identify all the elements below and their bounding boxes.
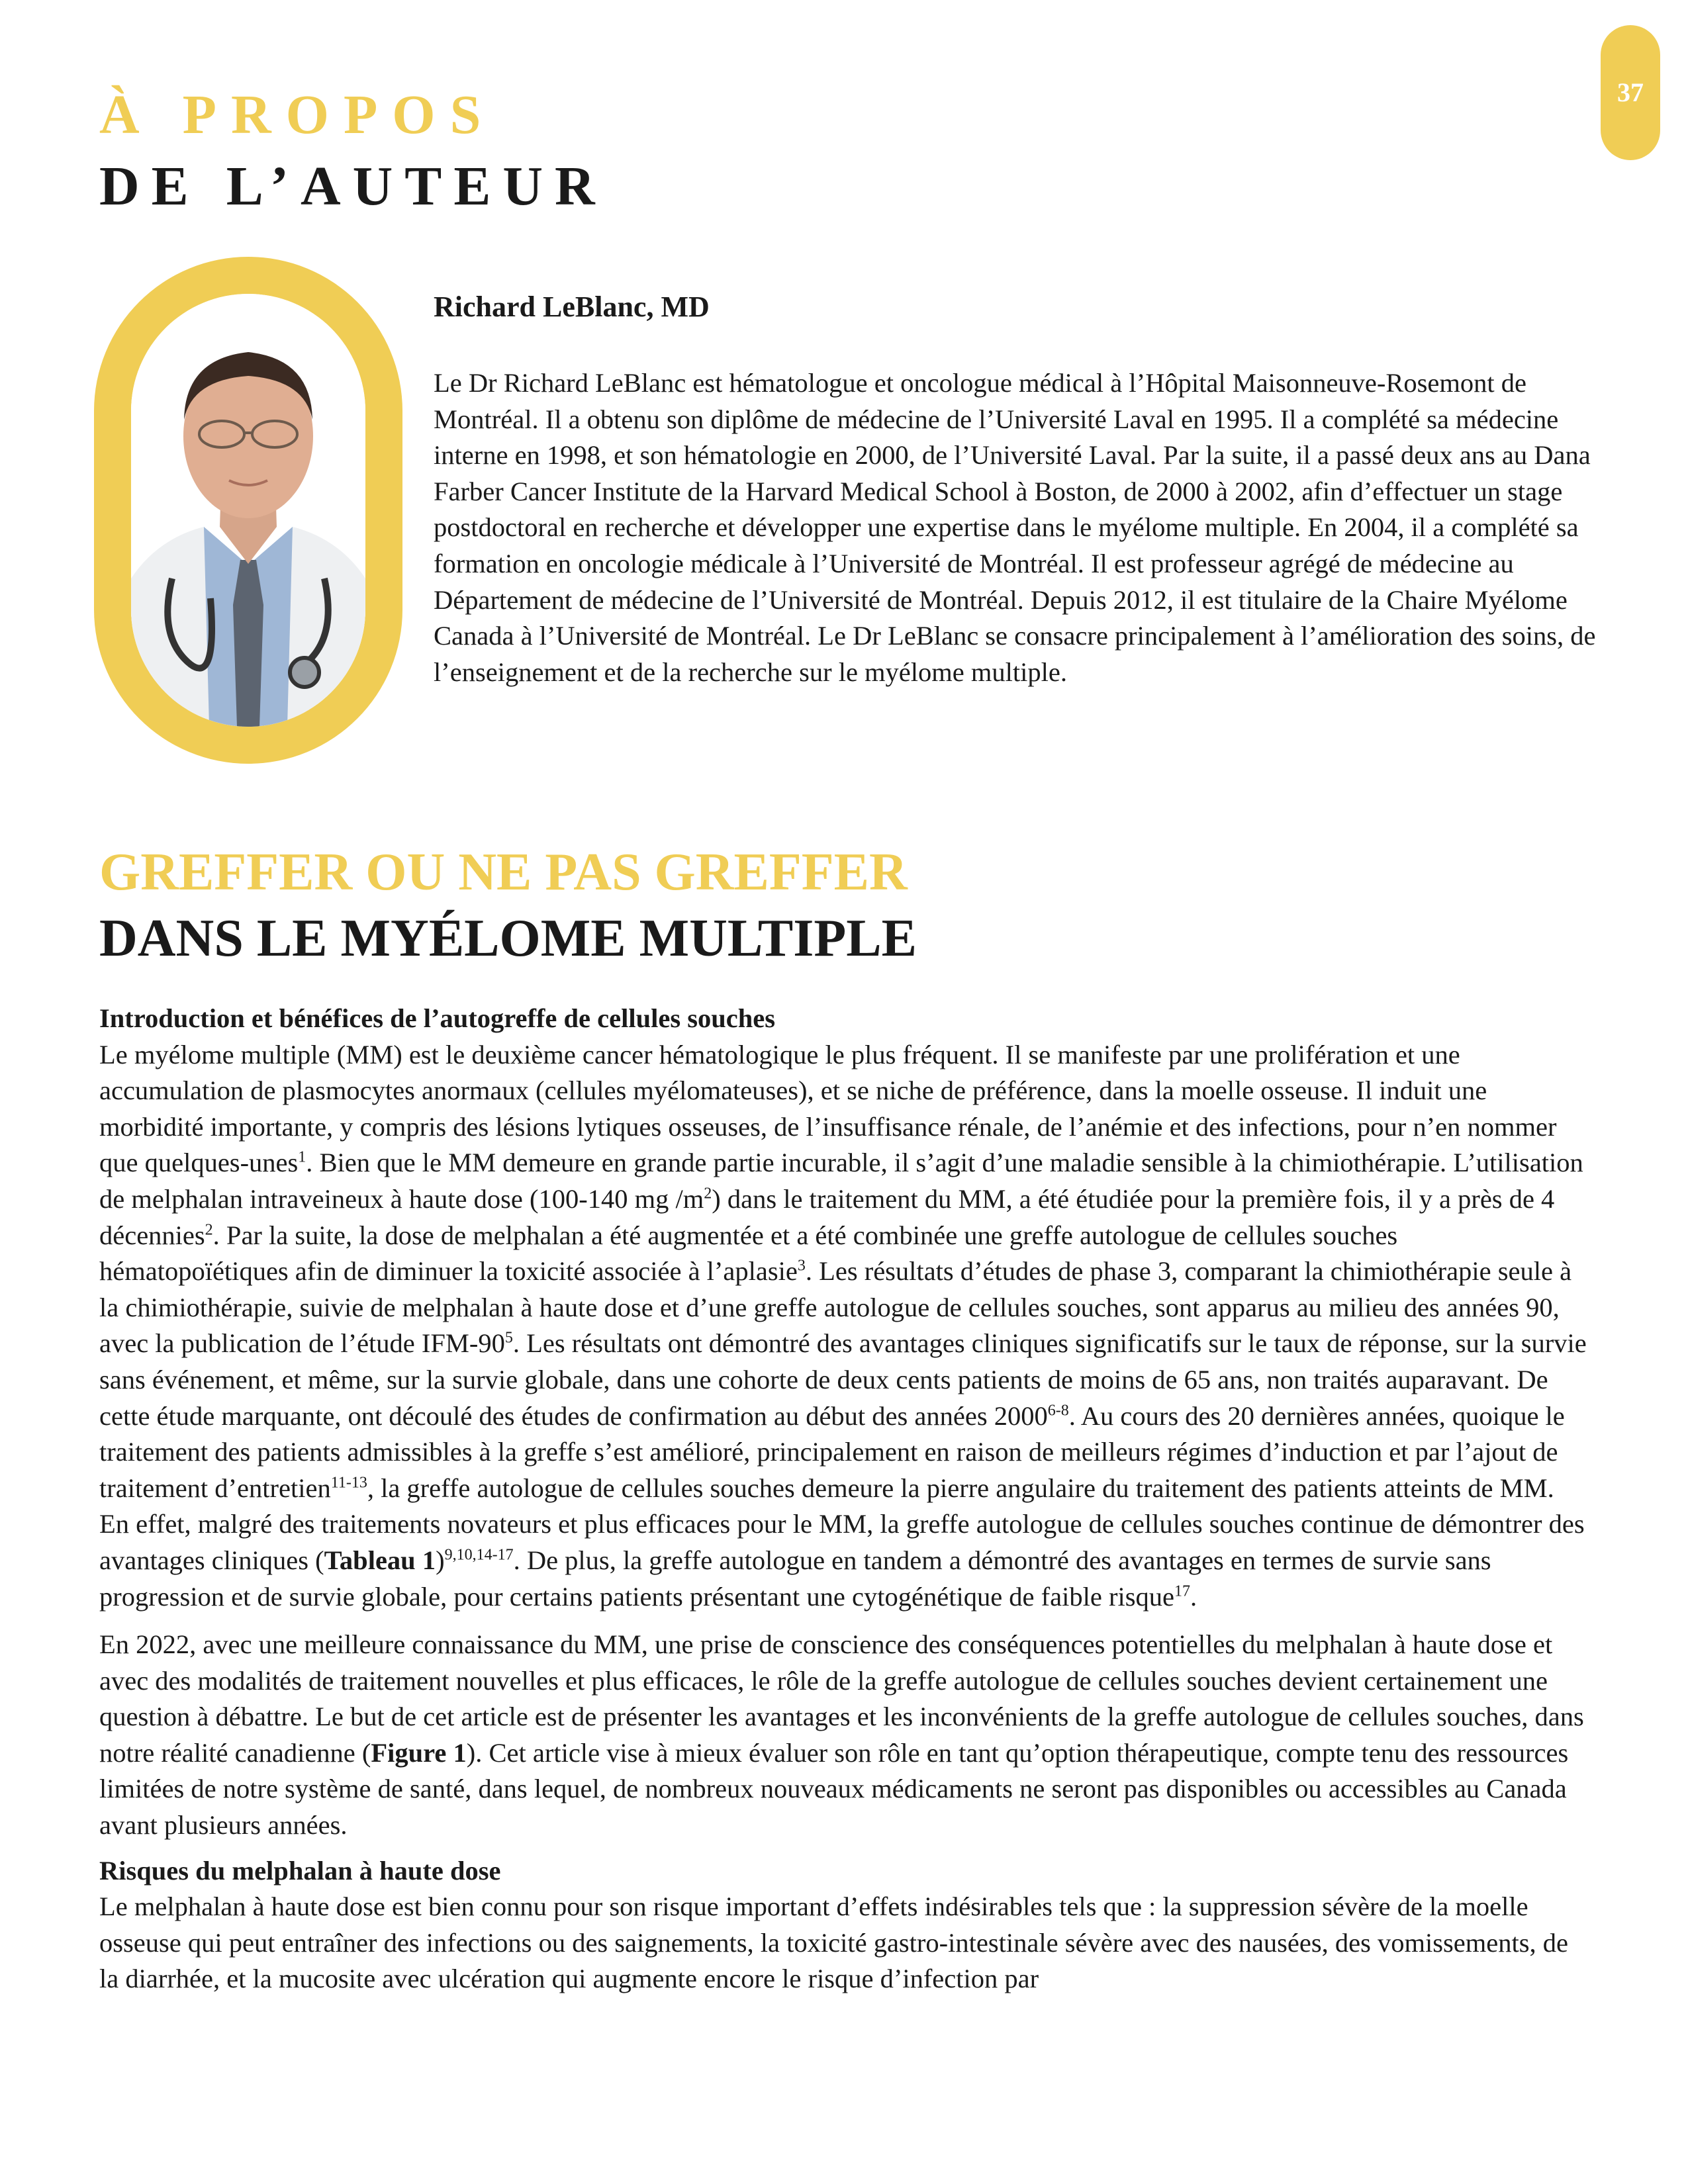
paragraph-text: . Au cours des 20 dernières années, quoique le traitement des patients admissibles à la greffe s’est amélioré, principalement en raison de meilleurs régimes d’induction et par l’ajout de traitement d’entretien [99, 1400, 1565, 1503]
article-title-line1: GREFFER OU NE PAS GREFFER [99, 843, 908, 901]
paragraph-objective [99, 1627, 1589, 1844]
citation-ref: 2 [205, 1221, 213, 1239]
paragraph-text: . Bien que le MM demeure en grande partie incurable, il s’agit d’une maladie sensible à la chimiothérapie. L’utilisation de melphalan intraveineux à haute dose (100-140 mg /m [99, 1148, 1583, 1214]
paragraph-text: . De plus, la greffe autologue en tandem a démontré des avantages en termes de survie sans progression et de survie globale, pour certains patients présentant une cytogénétique de faible risque [99, 1545, 1491, 1612]
citation-ref: 5 [504, 1329, 513, 1347]
citation-ref: 11-13 [330, 1474, 367, 1492]
table-reference: Tableau 1 [324, 1545, 436, 1575]
citation-ref: 1 [298, 1148, 306, 1166]
paragraph-text: . Par la suite, la dose de melphalan a été augmentée et a été combinée une greffe autologue de cellules souches hématopoïétiques afin de diminuer la toxicité associée à l’aplasie [99, 1220, 1398, 1287]
author-name: Richard LeBlanc, MD [434, 291, 710, 323]
paragraph-text: , la greffe autologue de cellules souches demeure la pierre angulaire du traitement des patients atteints de MM. En effet, malgré des traitements novateurs et plus efficaces pour le MM, la greffe autologue de cellules souches continue de démontrer des avantages cliniques ( [99, 1473, 1585, 1575]
citation-ref: 9,10,14-17 [444, 1546, 514, 1564]
citation-ref: 3 [797, 1257, 806, 1275]
article-title-line2: DANS LE MYÉLOME MULTIPLE [99, 909, 917, 968]
article-body [99, 1001, 1589, 1997]
paragraph-text: ) dans le traitement du MM, a été étudiée pour la première fois, il y a près de 4 décennies [99, 1183, 1555, 1250]
paragraph-text: . Les résultats ont démontré des avantages cliniques significatifs sur le taux de réponse, sur la survie sans événement, et même, sur la survie globale, dans une cohorte de deux cents patients de moins de 65 ans, non traités auparavant. De cette étude marquante, ont découlé des études de confirmation au début des années 2000 [99, 1328, 1587, 1431]
paragraph-introduction [99, 1037, 1589, 1615]
section-title-apropos: À PROPOS [99, 84, 496, 146]
citation-ref: 17 [1174, 1582, 1190, 1600]
paragraph-text: ) [436, 1545, 445, 1575]
author-photo [131, 294, 365, 727]
page-number-badge [1601, 25, 1660, 160]
paragraph-text: . Les résultats d’études de phase 3, comparant la chimiothérapie seule à la chimiothérapie, suivie de melphalan à haute dose et d’une greffe autologue de cellules souches, sont apparus au milieu des années 90, avec la publication de l’étude IFM-90 [99, 1256, 1572, 1359]
section-title-auteur: DE L’AUTEUR [99, 156, 607, 217]
figure-reference: Figure 1 [371, 1737, 467, 1768]
section-heading-risks: Risques du melphalan à haute dose [99, 1855, 501, 1886]
page-number: 37 [1617, 77, 1644, 107]
paragraph-text: ). Cet article vise à mieux évaluer son rôle en tant qu’option thérapeutique, compte tenu des ressources limitées de notre système de santé, dans lequel, de nombreux nouveaux médicaments ne seront pas disponibles ou accessibles au Canada avant plusieurs années. [99, 1737, 1569, 1841]
paragraph-text: Le myélome multiple (MM) est le deuxième cancer hématologique le plus fréquent. Il se manifeste par une prolifération et une accumulation de plasmocytes anormaux (cellules myélomateuses), et se niche de préférence, dans la moelle osseuse. Il induit une morbidité importante, y compris des lésions lytiques osseuses, de l’insuffisance rénale, de l’anémie et des infections, pour n’en nommer que quelques-unes [99, 1039, 1557, 1178]
section-heading-introduction: Introduction et bénéfices de l’autogreffe de cellules souches [99, 1003, 776, 1033]
paragraph-risks: Le melphalan à haute dose est bien connu pour son risque important d’effets indésirables tels que : la suppression sévère de la moelle osseuse qui peut entraîner des infections ou des saignements, la toxicité gastro-intestinale sévère avec des nausées, des vomissements, de la diarrhée, et la mucosite avec ulcération qui augmente encore le risque d’infection par [99, 1891, 1568, 1994]
paragraph-text: . [1190, 1581, 1197, 1612]
author-bio: Le Dr Richard LeBlanc est hématologue et oncologue médical à l’Hôpital Maisonneuve-Rosemont de Montréal. Il a obtenu son diplôme de médecine de l’Université Laval en 1995. Il a complété sa médecine interne en 1998, et son hématologie en 2000, de l’Université Laval. Par la suite, il a passé deux ans au Dana Farber Cancer Institute de la Harvard Medical School à Boston, de 2000 à 2002, afin d’effectuer un stage postdoctoral en recherche et développer une expertise dans le myélome multiple. En 2004, il a complété sa formation en oncologie médicale à l’Université de Montréal. Il est professeur agrégé de médecine au Département de médecine de l’Université de Montréal. Depuis 2012, il est titulaire de la Chaire Myélome Canada à l’Université de Montréal. Le Dr LeBlanc se consacre principalement à l’amélioration des soins, de l’enseignement et de la recherche sur le myélome multiple. [434, 368, 1596, 687]
citation-ref: 6-8 [1047, 1402, 1069, 1420]
author-portrait-frame [94, 257, 402, 764]
paragraph-text: En 2022, avec une meilleure connaissance du MM, une prise de conscience des conséquences potentielles du melphalan à haute dose et avec des modalités de traitement nouvelles et plus efficaces, le rôle de la greffe autologue de cellules souches devient certainement une question à débattre. Le but de cet article est de présenter les avantages et les inconvénients de la greffe autologue de cellules souches, dans notre réalité canadienne ( [99, 1629, 1584, 1768]
superscript-unit: 2 [704, 1185, 712, 1203]
